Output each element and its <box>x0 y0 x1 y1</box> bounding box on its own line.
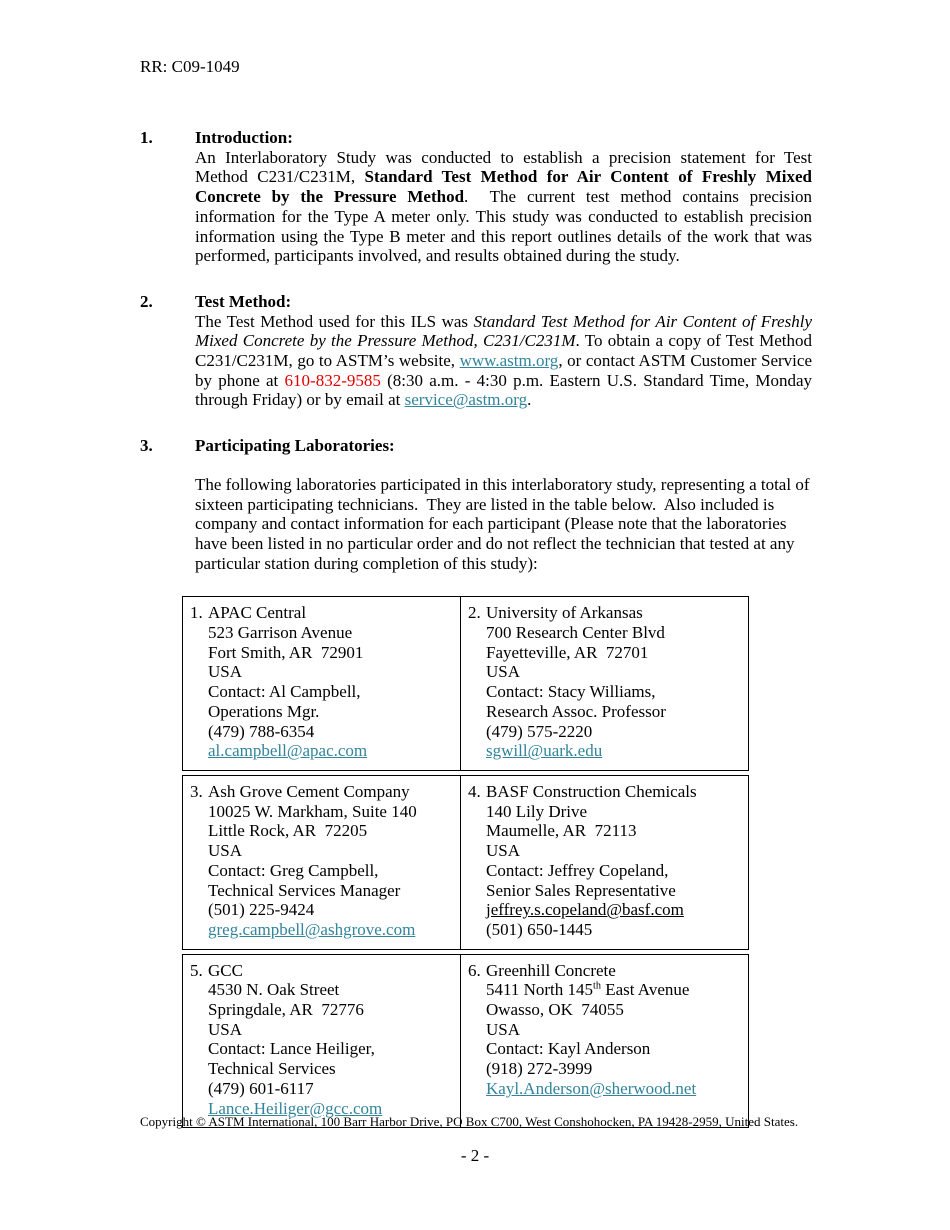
lab-info-line <box>486 1039 744 1059</box>
text-run: 523 Garrison Avenue <box>208 623 353 643</box>
lab-info-line <box>486 802 744 822</box>
lab-info-line <box>208 623 456 643</box>
text-run: th <box>593 980 601 992</box>
text-run: Contact: Greg Campbell, <box>208 860 379 880</box>
section-heading <box>140 128 812 148</box>
hyperlink[interactable]: www.astm.org <box>459 351 559 371</box>
lab-info-line <box>486 1000 744 1020</box>
section-paragraph <box>195 147 817 266</box>
text-run: USA <box>208 662 243 682</box>
text-run: (501) 225-9424 <box>208 900 315 920</box>
text-run: (8:30 a.m. - 4:30 p.m. Eastern U.S. Standard Time, Monday through Friday) or by email at <box>195 370 817 410</box>
copyright-footer: Copyright © ASTM International, 100 Barr Harbor Drive, PO Box C700, West Conshohocken, PA 19428-2959, United States. <box>140 1114 799 1129</box>
lab-details <box>208 961 456 1119</box>
text-run: USA <box>486 1019 521 1039</box>
text-run: 140 Lily Drive <box>486 801 588 821</box>
lab-info-line <box>486 920 744 940</box>
text-run: . The current test method contains precision information for the Type A meter only. This study was conducted to establish precision information using the Type B meter and this report outlines details of the work that was performed, participants involved, and results obtained during the study. <box>195 187 817 266</box>
text-run: Owasso, OK 74055 <box>486 1000 624 1020</box>
lab-info-line <box>208 861 456 881</box>
text-run: Greenhill Concrete <box>486 960 616 980</box>
lab-cell <box>182 596 461 771</box>
lab-info-line <box>208 741 456 761</box>
page-number: - 2 - <box>460 1146 490 1165</box>
lab-cell <box>182 954 461 1129</box>
section-heading <box>140 436 812 456</box>
text-run: Maumelle, AR 72113 <box>486 821 637 841</box>
text-run: 5411 North 145 <box>486 980 594 1000</box>
lab-info-line <box>208 1020 456 1040</box>
text-run: 10025 W. Markham, Suite 140 <box>208 801 417 821</box>
lab-info-line <box>208 961 456 981</box>
lab-info-line <box>208 881 456 901</box>
lab-cell <box>182 775 461 950</box>
text-run: APAC Central <box>208 603 307 623</box>
text-run: The Test Method used for this ILS was <box>195 311 474 331</box>
lab-info-line <box>208 682 456 702</box>
lab-info-line <box>208 1000 456 1020</box>
text-run: East Avenue <box>600 980 690 1000</box>
section-paragraph <box>195 311 817 411</box>
section-participating-laboratories <box>140 436 812 573</box>
section-title: Introduction: <box>195 128 293 147</box>
lab-info-line <box>208 643 456 663</box>
hyperlink[interactable]: Lance.Heiliger@gcc.com <box>208 1098 383 1118</box>
section-test-method <box>140 291 817 410</box>
text-run: Fayetteville, AR 72701 <box>486 642 649 662</box>
text-run: Research Assoc. Professor <box>486 701 666 721</box>
report-number: RR: C09-1049 <box>140 57 240 76</box>
email-underlined: jeffrey.s.copeland@basf.com <box>486 900 684 920</box>
lab-info-line <box>208 920 456 940</box>
text-run: 4530 N. Oak Street <box>208 980 340 1000</box>
text-run: Standard Test Method for Air Content of Freshly Mixed Concrete by the Pressure Method <box>195 167 817 207</box>
document-body <box>140 128 817 1128</box>
lab-details <box>208 603 456 761</box>
lab-info-line <box>208 841 456 861</box>
text-run: USA <box>208 841 243 861</box>
section-body <box>195 147 817 266</box>
lab-info-line <box>486 603 744 623</box>
lab-info-line <box>208 1059 456 1079</box>
lab-info-line <box>486 702 744 722</box>
lab-info-line <box>486 900 744 920</box>
text-run: (501) 650-1445 <box>486 919 593 939</box>
section-heading <box>140 292 812 312</box>
section-paragraph <box>195 475 812 574</box>
lab-info-line <box>486 741 744 761</box>
lab-info-line <box>208 662 456 682</box>
lab-info-line <box>486 623 744 643</box>
text-run: USA <box>486 841 521 861</box>
lab-info-line <box>486 881 744 901</box>
lab-info-line <box>486 682 744 702</box>
text-run: 700 Research Center Blvd <box>486 623 665 643</box>
text-run: Ash Grove Cement Company <box>208 781 410 801</box>
text-run: USA <box>208 1019 243 1039</box>
text-run: (479) 575-2220 <box>486 721 593 741</box>
lab-info-line <box>208 603 456 623</box>
text-run: Springdale, AR 72776 <box>208 1000 364 1020</box>
text-run: Contact: Kayl Anderson <box>486 1039 651 1059</box>
text-run: Standard Test Method for Air Content of Freshly Mixed Concrete by the Pressure Method, C231/C231M <box>195 311 817 351</box>
text-run: USA <box>486 662 521 682</box>
text-run: Operations Mgr. <box>208 701 320 721</box>
lab-number: 6. <box>468 960 481 980</box>
text-run: Fort Smith, AR 72901 <box>208 642 364 662</box>
section-body <box>195 475 812 574</box>
lab-info-line <box>486 841 744 861</box>
text-run: Contact: Al Campbell, <box>208 682 361 702</box>
text-run: An Interlaboratory Study was conducted to establish a precision statement for Test Method C231/C231M, <box>195 147 817 187</box>
hyperlink[interactable]: service@astm.org <box>404 390 528 410</box>
lab-details <box>486 603 744 761</box>
text-run: , or contact ASTM Customer Service by phone at <box>195 351 817 390</box>
section-title: Test Method: <box>195 291 292 311</box>
text-run: Technical Services Manager <box>208 880 401 900</box>
lab-number: 1. <box>190 603 203 623</box>
section-title: Participating Laboratories: <box>195 436 395 456</box>
section-body <box>195 311 817 411</box>
text-run: (918) 272-3999 <box>486 1059 593 1079</box>
text-run: Senior Sales Representative <box>486 880 676 900</box>
text-run: (479) 788-6354 <box>208 721 315 741</box>
text-run: Contact: Stacy Williams, <box>486 682 656 702</box>
lab-info-line <box>208 722 456 742</box>
lab-cell <box>461 954 749 1129</box>
lab-number: 4. <box>468 781 481 801</box>
lab-number: 2. <box>468 603 481 623</box>
lab-info-line <box>486 1079 744 1099</box>
hyperlink[interactable]: al.campbell@apac.com <box>208 741 368 761</box>
phone-number: 610-832-9585 <box>284 370 381 390</box>
lab-info-line <box>208 821 456 841</box>
text-run: Technical Services <box>208 1059 336 1079</box>
lab-info-line <box>208 1079 456 1099</box>
lab-table-row <box>182 596 749 771</box>
lab-info-line <box>486 961 744 981</box>
lab-info-line <box>486 643 744 663</box>
lab-cell <box>461 596 749 771</box>
lab-table-row <box>182 954 749 1129</box>
text-run: GCC <box>208 960 243 980</box>
lab-info-line <box>208 802 456 822</box>
hyperlink[interactable]: sgwill@uark.edu <box>486 741 603 761</box>
lab-cell <box>461 775 749 950</box>
lab-info-line <box>208 1039 456 1059</box>
lab-info-line <box>486 980 744 1000</box>
lab-info-line <box>208 980 456 1000</box>
lab-info-line <box>486 1020 744 1040</box>
lab-number: 5. <box>190 960 203 980</box>
lab-details <box>208 782 456 940</box>
lab-info-line <box>208 702 456 722</box>
section-number: 1. <box>140 128 153 147</box>
lab-info-line <box>208 782 456 802</box>
lab-info-line <box>208 900 456 920</box>
lab-number: 3. <box>190 781 203 801</box>
text-run: Contact: Lance Heiliger, <box>208 1039 375 1059</box>
lab-details <box>486 782 744 940</box>
text-run: Little Rock, AR 72205 <box>208 821 368 841</box>
lab-info-line <box>486 722 744 742</box>
text-run: Contact: Jeffrey Copeland, <box>486 860 669 880</box>
lab-info-line <box>486 861 744 881</box>
lab-info-line <box>486 821 744 841</box>
lab-info-line <box>486 662 744 682</box>
section-introduction <box>140 128 817 266</box>
laboratories-table <box>182 596 749 1128</box>
text-run: BASF Construction Chemicals <box>486 781 697 801</box>
lab-details <box>486 961 744 1099</box>
lab-info-line <box>486 782 744 802</box>
text-run: . To obtain a copy of Test Method C231/C231M, go to ASTM’s website, <box>195 331 817 371</box>
section-number: 2. <box>140 291 153 311</box>
hyperlink[interactable]: greg.campbell@ashgrove.com <box>208 919 416 939</box>
text-run: University of Arkansas <box>486 603 643 623</box>
hyperlink[interactable]: Kayl.Anderson@sherwood.net <box>486 1078 697 1098</box>
lab-table-row <box>182 775 749 950</box>
text-run: (479) 601-6117 <box>208 1078 314 1098</box>
section-number: 3. <box>140 436 153 456</box>
text-run: The following laboratories participated in this interlaboratory study, representing a total of sixteen participating technicians. They are listed in the table below. Also included is company and contact information for each participant (Please note that the laboratories have been listed in no particular order and do not reflect the technician that tested at any particular station during completion of this study): <box>195 474 814 573</box>
lab-info-line <box>486 1059 744 1079</box>
text-run: . <box>527 390 532 410</box>
